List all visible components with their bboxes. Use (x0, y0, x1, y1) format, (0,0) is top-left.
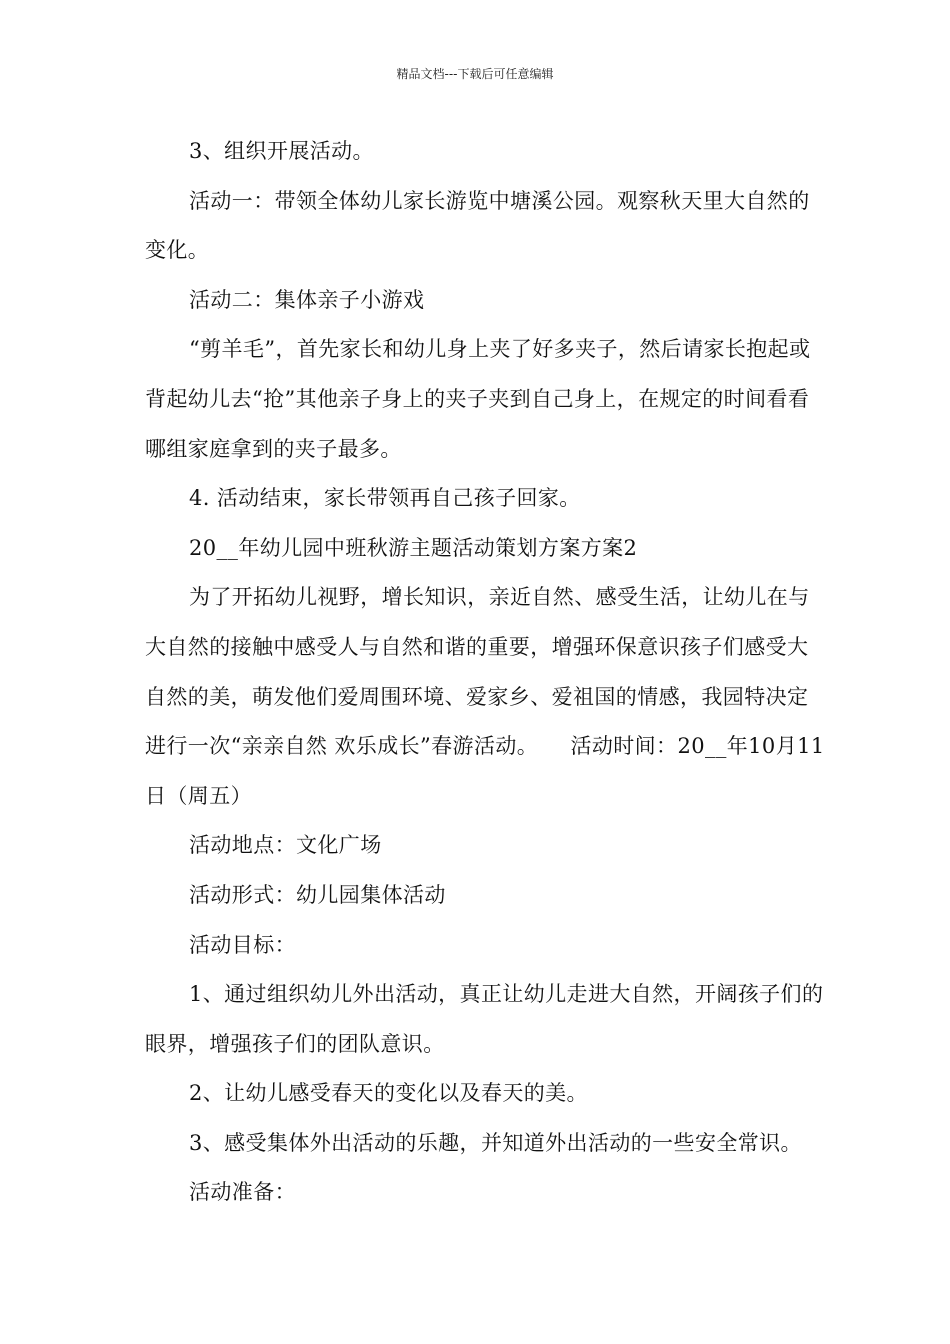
paragraph-activity-location: 活动地点：文化广场 (189, 833, 382, 858)
paragraph-organize-activities: 3、组织开展活动。 (189, 139, 374, 163)
paragraph-plan-title: 20__年幼儿园中班秋游主题活动策划方案方案2 (189, 535, 638, 560)
paragraph-goal-one: 1、通过组织幼儿外出活动，真正让幼儿走进大自然，开阔孩子们的眼界，增强孩子们的团队意识。 (145, 982, 824, 1056)
paragraph-activity-two: 活动二：集体亲子小游戏 (189, 287, 425, 312)
paragraph-activity-form: 活动形式：幼儿园集体活动 (189, 882, 446, 907)
paragraph-activity-one: 活动一：带领全体幼儿家长游览中塘溪公园。观察秋天里大自然的变化。 (145, 188, 810, 263)
paragraph-game-description: “剪羊毛”，首先家长和幼儿身上夹了好多夹子，然后请家长抱起或背起幼儿去“抢”其他亲子身上的夹子夹到自己身上，在规定的时间看看哪组家庭拿到的夹子最多。 (145, 337, 811, 461)
paragraph-activity-end: 4. 活动结束，家长带领再自己孩子回家。 (189, 486, 581, 511)
paragraph-goal-three: 3、感受集体外出活动的乐趣，并知道外出活动的一些安全常识。 (189, 1130, 802, 1155)
paragraph-activity-goals: 活动目标： (189, 932, 296, 957)
page-header: 精品文档---下载后可任意编辑 (396, 67, 554, 81)
document-body (145, 127, 825, 1218)
paragraph-goal-two: 2、让幼儿感受春天的变化以及春天的美。 (189, 1081, 588, 1106)
paragraph-activity-prep: 活动准备： (189, 1180, 296, 1205)
paragraph-plan-intro: 为了开拓幼儿视野，增长知识，亲近自然、感受生活，让幼儿在与大自然的接触中感受人与自然和谐的重要，增强环保意识孩子们感受大自然的美，萌发他们爱周围环境、爱家乡、爱祖国的情感，我园特决定进行一次“亲亲自然 欢乐成长”春游活动。 活动时间：20__年10月11日（周五） (145, 585, 825, 808)
